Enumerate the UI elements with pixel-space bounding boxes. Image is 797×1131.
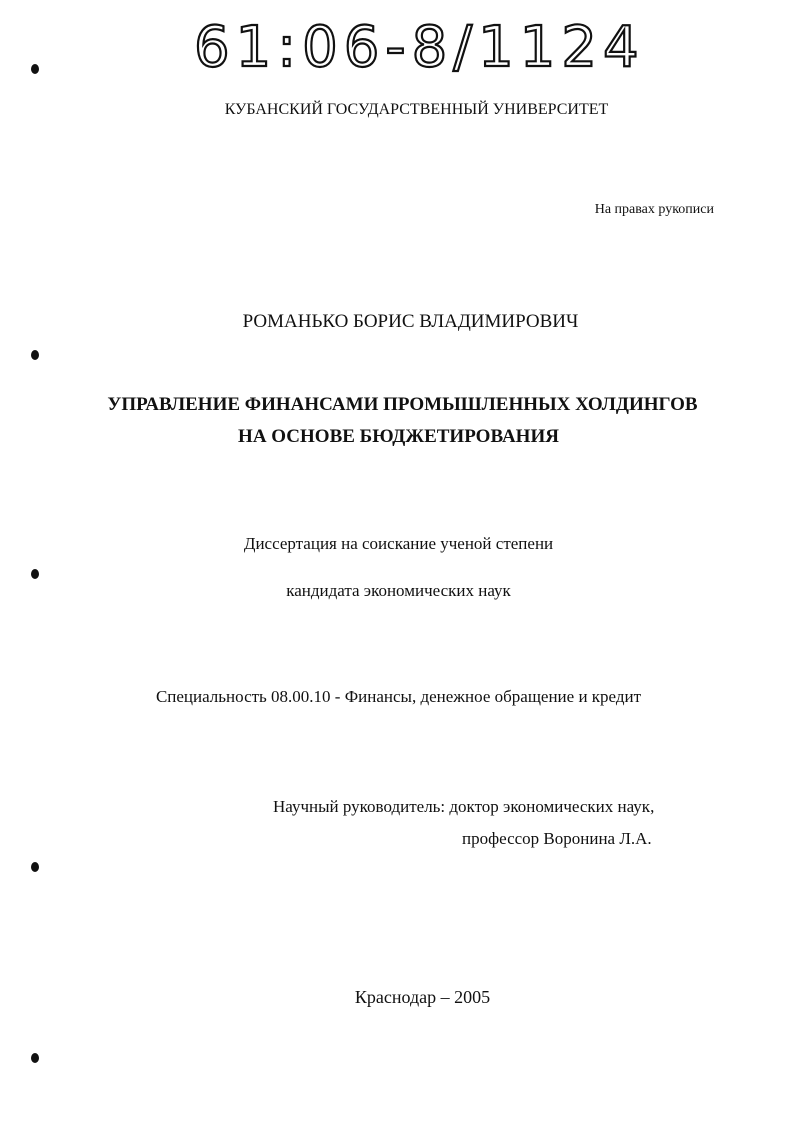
degree-statement-line-2: кандидата экономических наук bbox=[286, 581, 511, 600]
dissertation-title-line-2: НА ОСНОВЕ БЮДЖЕТИРОВАНИЯ bbox=[238, 426, 559, 447]
punch-hole-mark bbox=[31, 1053, 39, 1063]
punch-hole-mark bbox=[31, 350, 39, 360]
supervisor-line-2: профессор Воронина Л.А. bbox=[462, 829, 652, 848]
city-year: Краснодар – 2005 bbox=[354, 987, 491, 1007]
punch-hole-mark bbox=[31, 569, 39, 579]
dissertation-title-line-1: УПРАВЛЕНИЕ ФИНАНСАМИ ПРОМЫШЛЕННЫХ ХОЛДИНГОВ bbox=[107, 394, 698, 415]
university-name: КУБАНСКИЙ ГОСУДАРСТВЕННЫЙ УНИВЕРСИТЕТ bbox=[224, 101, 609, 118]
punch-hole-mark bbox=[31, 862, 39, 872]
handwritten-code-drawing bbox=[190, 8, 670, 78]
handwritten-archive-code bbox=[190, 8, 670, 78]
punch-hole-mark bbox=[31, 64, 39, 74]
author-name: РОМАНЬКО БОРИС ВЛАДИМИРОВИЧ bbox=[242, 311, 579, 332]
degree-statement-line-1: Диссертация на соискание ученой степени bbox=[243, 534, 554, 553]
supervisor-line-1: Научный руководитель: доктор экономических наук, bbox=[273, 797, 655, 816]
manuscript-rights-note: На правах рукописи bbox=[594, 202, 714, 217]
specialty-line: Специальность 08.00.10 - Финансы, денежное обращение и кредит bbox=[155, 687, 642, 706]
handwritten-code-text: 61:06-8/1124 bbox=[194, 15, 645, 78]
